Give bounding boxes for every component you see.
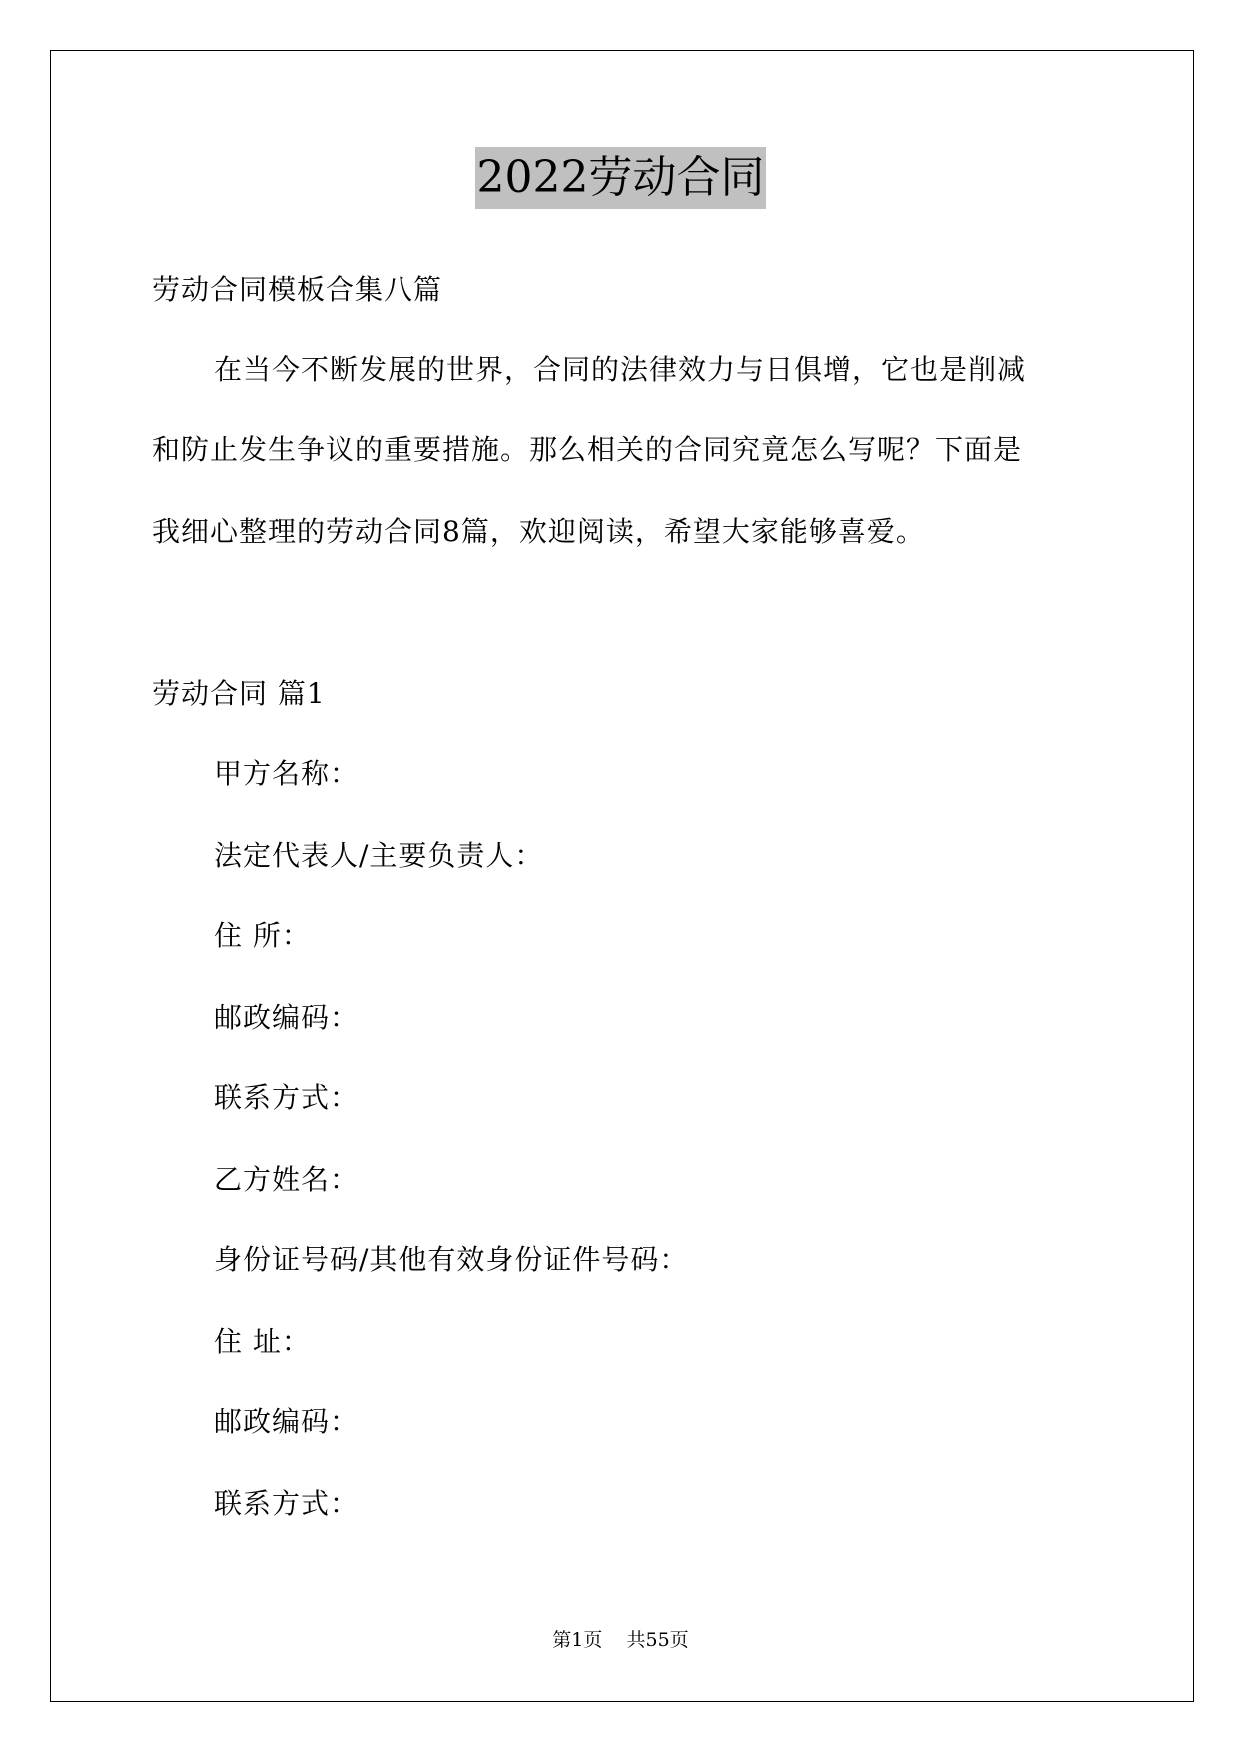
field-party-b-id-number: 身份证号码/其他有效身份证件号码： xyxy=(214,1243,689,1276)
field-party-b-name: 乙方姓名： xyxy=(214,1163,360,1196)
total-pages: 共55页 xyxy=(626,1629,689,1651)
page-number: 第1页 xyxy=(552,1629,603,1651)
field-party-a-address: 住 所： xyxy=(214,919,311,952)
field-party-a-contact: 联系方式： xyxy=(214,1081,360,1114)
intro-line-2: 和防止发生争议的重要措施。那么相关的合同究竟怎么写呢？下面是 xyxy=(152,433,1023,466)
page-footer xyxy=(0,1628,1241,1652)
field-party-b-address: 住 址： xyxy=(214,1325,311,1358)
document-subtitle: 劳动合同模板合集八篇 xyxy=(152,273,443,306)
field-party-b-contact: 联系方式： xyxy=(214,1487,360,1520)
field-legal-representative: 法定代表人/主要负责人： xyxy=(214,839,544,872)
title-container xyxy=(0,147,1241,209)
intro-line-3: 我细心整理的劳动合同8篇，欢迎阅读，希望大家能够喜爱。 xyxy=(152,515,925,548)
field-party-b-postcode: 邮政编码： xyxy=(214,1405,360,1438)
field-party-a-postcode: 邮政编码： xyxy=(214,1001,360,1034)
document-title: 2022劳动合同 xyxy=(475,147,767,209)
field-party-a-name: 甲方名称： xyxy=(214,757,360,790)
section-heading: 劳动合同 篇1 xyxy=(152,677,326,710)
intro-line-1: 在当今不断发展的世界，合同的法律效力与日俱增，它也是削减 xyxy=(214,353,1027,386)
